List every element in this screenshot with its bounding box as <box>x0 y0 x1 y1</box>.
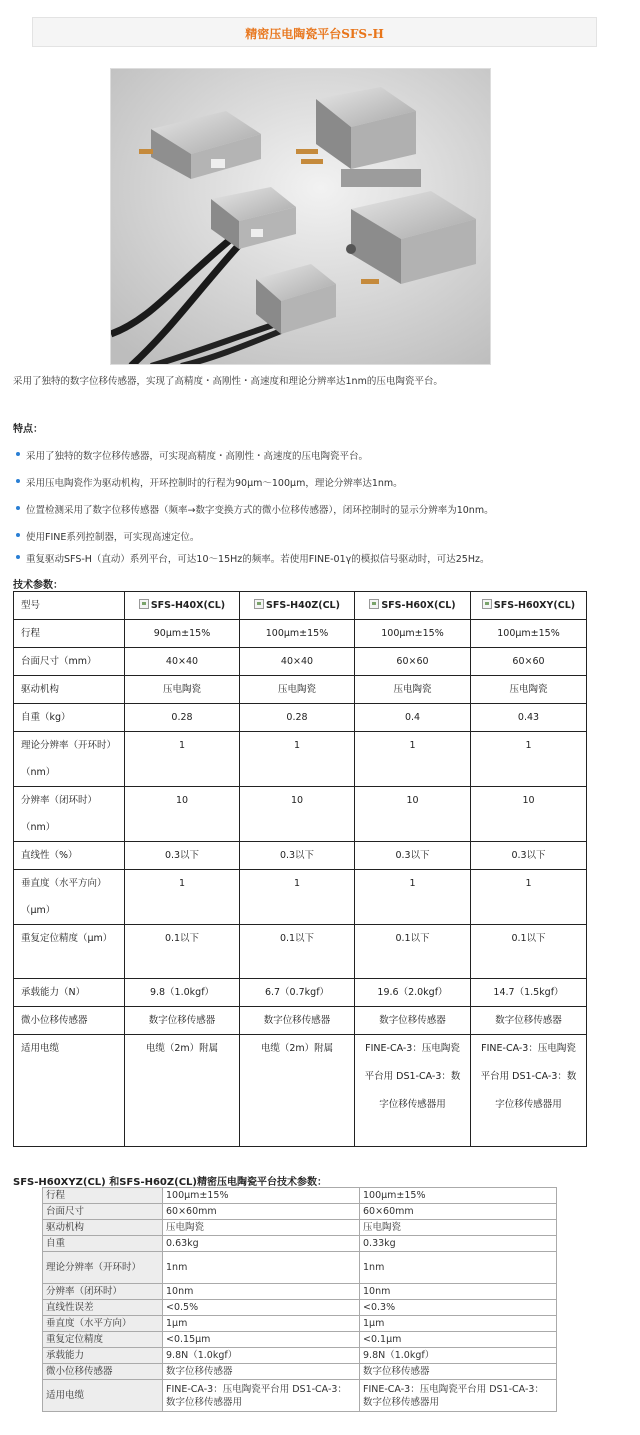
table-cell: FINE-CA-3：压电陶瓷平台用 DS1-CA-3：数字位移传感器用 <box>471 1035 587 1147</box>
table-cell: 压电陶瓷 <box>240 676 355 704</box>
table-row <box>14 704 587 732</box>
table-cell: 0.3以下 <box>355 842 471 870</box>
table-cell: 数字位移传感器 <box>240 1007 355 1035</box>
table-row <box>14 1035 587 1147</box>
bullet-icon <box>16 506 20 510</box>
table-cell: 数字位移传感器 <box>163 1364 360 1380</box>
table-cell: 0.1以下 <box>355 925 471 979</box>
table-cell: 100μm±15% <box>240 620 355 648</box>
row-label: 驱动机构 <box>43 1220 163 1236</box>
feature-text: 位置检测采用了数字位移传感器（频率→数字变换方式的微小位移传感器），闭环控制时的显示分辨率为10nm。 <box>26 505 494 516</box>
bullet-icon <box>16 452 20 456</box>
row-label: 适用电缆 <box>43 1380 163 1412</box>
row-label: 台面尺寸 <box>43 1204 163 1220</box>
table-cell: 1 <box>355 870 471 925</box>
table-cell: FINE-CA-3：压电陶瓷平台用 DS1-CA-3：数字位移传感器用 <box>163 1380 360 1412</box>
row-label: 适用电缆 <box>14 1035 125 1147</box>
row-label: 重复定位精度 <box>43 1332 163 1348</box>
spec-table-2 <box>42 1187 557 1412</box>
table-header-row <box>14 592 587 620</box>
table-cell: 0.3以下 <box>240 842 355 870</box>
feature-text: 采用压电陶瓷作为驱动机构，开环控制时的行程为90μm～100μm，理论分辨率达1nm。 <box>26 478 403 489</box>
table-cell: 0.1以下 <box>471 925 587 979</box>
table-cell: 1μm <box>163 1316 360 1332</box>
table-cell: <0.3% <box>360 1300 557 1316</box>
model-name: SFS-H40Z(CL) <box>266 600 340 611</box>
table-row <box>43 1348 557 1364</box>
bullet-icon <box>16 479 20 483</box>
table-cell: 1nm <box>360 1252 557 1284</box>
table-cell: 1 <box>240 870 355 925</box>
table-cell: 100μm±15% <box>163 1188 360 1204</box>
table-cell: 0.28 <box>125 704 240 732</box>
table-row <box>14 870 587 925</box>
table-cell: 10 <box>240 787 355 842</box>
product-photo <box>110 68 491 365</box>
table-row <box>43 1300 557 1316</box>
table-cell: 1 <box>471 870 587 925</box>
header-cell <box>125 592 240 620</box>
table-cell: 压电陶瓷 <box>471 676 587 704</box>
table-cell: 1μm <box>360 1316 557 1332</box>
table-cell: 60×60 <box>471 648 587 676</box>
table-cell: 10nm <box>163 1284 360 1300</box>
table-row <box>43 1220 557 1236</box>
row-label: 直线性（%） <box>14 842 125 870</box>
table-cell: 10nm <box>360 1284 557 1300</box>
row-label: 垂直度（水平方向）（μm） <box>14 870 125 925</box>
table-cell: 10 <box>471 787 587 842</box>
table-cell: <0.5% <box>163 1300 360 1316</box>
row-label: 行程 <box>14 620 125 648</box>
header-cell: 型号 <box>14 592 125 620</box>
table-cell: 40×40 <box>125 648 240 676</box>
table-cell: 6.7（0.7kgf） <box>240 979 355 1007</box>
broken-image-icon <box>369 599 379 609</box>
table-row <box>14 979 587 1007</box>
table-cell: 9.8N（1.0kgf） <box>360 1348 557 1364</box>
table-cell: 1 <box>125 870 240 925</box>
row-label: 重复定位精度（μm） <box>14 925 125 979</box>
table-cell: 100μm±15% <box>471 620 587 648</box>
row-label: 台面尺寸（mm） <box>14 648 125 676</box>
table-row <box>14 648 587 676</box>
table-cell: 1 <box>125 732 240 787</box>
table-cell: 10 <box>355 787 471 842</box>
table-row <box>14 842 587 870</box>
features-heading: 特点： <box>13 424 43 435</box>
spec-table <box>13 591 587 1147</box>
table-cell: 0.43 <box>471 704 587 732</box>
row-label: 行程 <box>43 1188 163 1204</box>
table-row <box>43 1284 557 1300</box>
table-row <box>43 1316 557 1332</box>
table-cell: <0.1μm <box>360 1332 557 1348</box>
product-photo-graphic <box>111 69 491 365</box>
table-row <box>43 1236 557 1252</box>
table-cell: 100μm±15% <box>360 1188 557 1204</box>
table-cell: 0.28 <box>240 704 355 732</box>
row-label: 理论分辨率（开环时）（nm） <box>14 732 125 787</box>
table-cell: 电缆（2m）附属 <box>240 1035 355 1147</box>
table-cell: FINE-CA-3：压电陶瓷平台用 DS1-CA-3：数字位移传感器用 <box>360 1380 557 1412</box>
table-cell: 压电陶瓷 <box>163 1220 360 1236</box>
header-cell <box>471 592 587 620</box>
table-row <box>14 787 587 842</box>
model-name: SFS-H40X(CL) <box>150 600 226 611</box>
table-cell: 电缆（2m）附属 <box>125 1035 240 1147</box>
table-cell: 60×60mm <box>163 1204 360 1220</box>
feature-text: 采用了独特的数字位移传感器，可实现高精度・高刚性・高速度的压电陶瓷平台。 <box>26 451 369 462</box>
bullet-icon <box>16 533 20 537</box>
row-label: 微小位移传感器 <box>14 1007 125 1035</box>
table-cell: 1 <box>355 732 471 787</box>
row-label: 分辨率（闭环时）（nm） <box>14 787 125 842</box>
row-label: 直线性误差 <box>43 1300 163 1316</box>
table-row <box>14 676 587 704</box>
model-name: SFS-H60X(CL) <box>381 600 456 611</box>
table-cell: 数字位移传感器 <box>125 1007 240 1035</box>
broken-image-icon <box>254 599 264 609</box>
table-row <box>14 925 587 979</box>
table2-heading: SFS-H60XYZ(CL) 和SFS-H60Z(CL)精密压电陶瓷平台技术参数： <box>13 1177 327 1188</box>
table-cell: 0.1以下 <box>125 925 240 979</box>
table-cell: 数字位移传感器 <box>355 1007 471 1035</box>
header-cell <box>240 592 355 620</box>
table-cell: 9.8N（1.0kgf） <box>163 1348 360 1364</box>
feature-text: 重复驱动SFS-H（直动）系列平台，可达10～15Hz的频率。若使用FINE-01γ的模拟信号驱动时，可达25Hz。 <box>26 554 490 565</box>
table-cell: 60×60 <box>355 648 471 676</box>
header-cell <box>355 592 471 620</box>
table-row <box>43 1188 557 1204</box>
table-cell: 1 <box>471 732 587 787</box>
table-cell: FINE-CA-3：压电陶瓷平台用 DS1-CA-3：数字位移传感器用 <box>355 1035 471 1147</box>
table-cell: 60×60mm <box>360 1204 557 1220</box>
table-row <box>43 1252 557 1284</box>
table-cell: 0.4 <box>355 704 471 732</box>
table-cell: 压电陶瓷 <box>360 1220 557 1236</box>
table-cell: 压电陶瓷 <box>125 676 240 704</box>
row-label: 理论分辨率（开环时） <box>43 1252 163 1284</box>
row-label: 自重（kg） <box>14 704 125 732</box>
table-cell: 0.63kg <box>163 1236 360 1252</box>
table-cell: 10 <box>125 787 240 842</box>
title-bar <box>32 17 597 47</box>
row-label: 垂直度（水平方向） <box>43 1316 163 1332</box>
row-label: 自重 <box>43 1236 163 1252</box>
table-cell: 数字位移传感器 <box>360 1364 557 1380</box>
spec-heading: 技术参数： <box>13 580 63 591</box>
table-cell: 压电陶瓷 <box>355 676 471 704</box>
table-cell: 19.6（2.0kgf） <box>355 979 471 1007</box>
feature-text: 使用FINE系列控制器，可实现高速定位。 <box>26 532 200 543</box>
row-label: 承载能力（N） <box>14 979 125 1007</box>
page-title: 精密压电陶瓷平台SFS-H <box>245 27 384 41</box>
table-cell: 数字位移传感器 <box>471 1007 587 1035</box>
row-label: 分辨率（闭环时） <box>43 1284 163 1300</box>
broken-image-icon <box>482 599 492 609</box>
table-cell: 0.3以下 <box>125 842 240 870</box>
table-cell: 1 <box>240 732 355 787</box>
table-cell: 1nm <box>163 1252 360 1284</box>
table-row <box>43 1332 557 1348</box>
table-cell: 0.3以下 <box>471 842 587 870</box>
table-row <box>43 1364 557 1380</box>
table-cell: 14.7（1.5kgf） <box>471 979 587 1007</box>
table-cell: 90μm±15% <box>125 620 240 648</box>
table-cell: 0.33kg <box>360 1236 557 1252</box>
table-row <box>43 1380 557 1412</box>
intro-text: 采用了独特的数字位移传感器，实现了高精度・高刚性・高速度和理论分辨率达1nm的压电陶瓷平台。 <box>13 376 443 387</box>
table-cell: <0.15μm <box>163 1332 360 1348</box>
table-row <box>14 732 587 787</box>
table-cell: 100μm±15% <box>355 620 471 648</box>
table-cell: 0.1以下 <box>240 925 355 979</box>
table-cell: 40×40 <box>240 648 355 676</box>
row-label: 承载能力 <box>43 1348 163 1364</box>
bullet-icon <box>16 555 20 559</box>
table-row <box>43 1204 557 1220</box>
table-row <box>14 1007 587 1035</box>
table-cell: 9.8（1.0kgf） <box>125 979 240 1007</box>
row-label: 微小位移传感器 <box>43 1364 163 1380</box>
table-row <box>14 620 587 648</box>
model-name: SFS-H60XY(CL) <box>493 600 576 611</box>
row-label: 驱动机构 <box>14 676 125 704</box>
broken-image-icon <box>139 599 149 609</box>
